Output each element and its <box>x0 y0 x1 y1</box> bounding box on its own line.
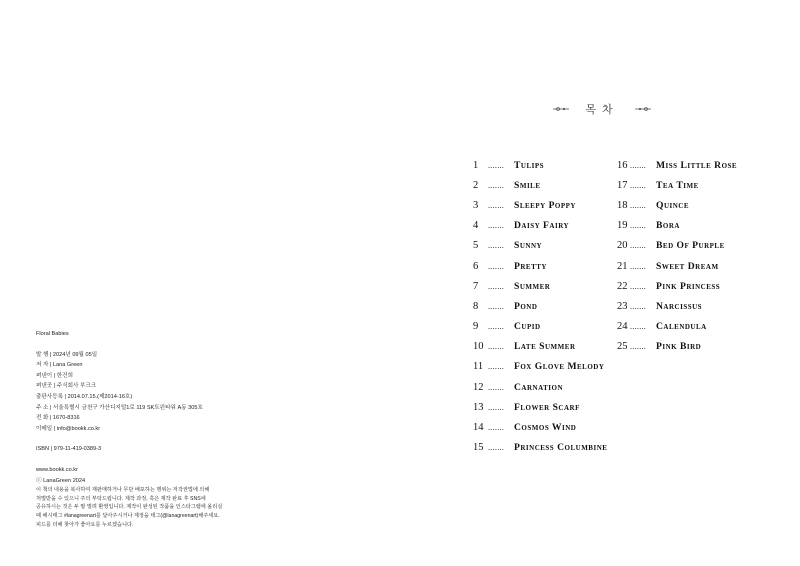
toc-item[interactable] <box>617 296 737 316</box>
toc-leader-dots: ....... <box>488 301 505 311</box>
toc-number: 2 <box>473 179 479 191</box>
toc-item[interactable] <box>617 236 737 256</box>
toc-number: 9 <box>473 321 479 333</box>
toc-number: 12 <box>473 381 484 393</box>
toc-label: Fox Glove Melody <box>514 361 605 373</box>
toc-number: 5 <box>473 240 479 252</box>
toc-leader-dots: ....... <box>488 362 505 372</box>
toc-number: 16 <box>617 159 628 171</box>
toc-item[interactable] <box>473 438 607 458</box>
toc-item[interactable] <box>617 256 737 276</box>
toc-leader-dots: ....... <box>488 423 505 433</box>
toc-label: Sunny <box>514 240 543 252</box>
toc-item[interactable] <box>617 195 737 215</box>
toc-label: Miss Little Rose <box>656 159 738 171</box>
toc-leader-dots: ....... <box>630 221 647 231</box>
toc-leader-dots: ....... <box>630 342 647 352</box>
toc-leader-dots: ....... <box>488 342 505 352</box>
colophon-row-phone: 전 화 | 1670-8316 <box>36 415 80 422</box>
toc-label: Cosmos Wind <box>514 422 577 434</box>
toc-number: 7 <box>473 280 479 292</box>
toc-leader-dots: ....... <box>488 221 505 231</box>
toc-number: 11 <box>473 361 484 373</box>
toc-label: Tulips <box>514 159 545 171</box>
toc-leader-dots: ....... <box>630 281 647 291</box>
notice-line: 피드를 더해 찾아가 좋아요를 누르겠습니다. <box>36 521 134 528</box>
toc-number: 21 <box>617 260 628 272</box>
toc-number: 4 <box>473 220 479 232</box>
toc-label: Smile <box>514 179 541 191</box>
toc-item[interactable] <box>617 276 737 296</box>
toc-number: 25 <box>617 341 628 353</box>
toc-number: 18 <box>617 199 628 211</box>
toc-leader-dots: ....... <box>488 261 505 271</box>
colophon-row-email: 이메일 | info@bookk.co.kr <box>36 425 101 432</box>
left-ornament-icon <box>552 105 570 113</box>
toc-label: Pink Princess <box>656 280 721 292</box>
toc-number: 23 <box>617 300 628 312</box>
colophon-row-author: 저 자 | Lana Green <box>36 362 83 369</box>
right-ornament-icon <box>634 105 652 113</box>
toc-leader-dots: ....... <box>488 241 505 251</box>
toc-number: 3 <box>473 199 479 211</box>
toc-leader-dots: ....... <box>630 241 647 251</box>
colophon-row-publisher-person: 펴낸이 | 한건희 <box>36 372 73 379</box>
toc-number: 6 <box>473 260 479 272</box>
colophon-row-publisher: 펴낸곳 | 주식회사 부크크 <box>36 383 97 390</box>
toc-number: 1 <box>473 159 479 171</box>
toc-column-right <box>617 155 737 357</box>
toc-label: Sweet Dream <box>656 260 719 272</box>
toc-label: Carnation <box>514 381 564 393</box>
toc-number: 22 <box>617 280 628 292</box>
toc-label: Tea Time <box>656 179 699 191</box>
toc-leader-dots: ....... <box>488 281 505 291</box>
toc-number: 19 <box>617 220 628 232</box>
toc-label: Narcissus <box>656 300 703 312</box>
toc-number: 8 <box>473 300 479 312</box>
toc-item[interactable] <box>617 317 737 337</box>
toc-leader-dots: ....... <box>488 180 505 190</box>
toc-item[interactable] <box>617 216 737 236</box>
toc-item[interactable] <box>473 216 607 236</box>
colophon-copyright: ⓒ LanaGreen 2024 <box>36 477 86 484</box>
toc-label: Princess Columbine <box>514 442 608 454</box>
toc-leader-dots: ....... <box>488 160 505 170</box>
toc-leader-dots: ....... <box>630 261 647 271</box>
toc-label: Sleepy Poppy <box>514 199 576 211</box>
toc-label: Quince <box>656 199 690 211</box>
toc-item[interactable] <box>473 256 607 276</box>
toc-number: 10 <box>473 341 484 353</box>
toc-item[interactable] <box>473 377 607 397</box>
toc-item[interactable] <box>473 337 607 357</box>
toc-leader-dots: ....... <box>630 322 647 332</box>
toc-item[interactable] <box>473 195 607 215</box>
toc-leader-dots: ....... <box>488 322 505 332</box>
toc-leader-dots: ....... <box>488 382 505 392</box>
colophon-row-publish-date: 발 행 | 2024년 09월 05일 <box>36 351 98 358</box>
toc-item[interactable] <box>617 337 737 357</box>
colophon-book-title: Floral Babies <box>36 331 69 337</box>
toc-leader-dots: ....... <box>488 402 505 412</box>
toc-item[interactable] <box>473 155 607 175</box>
toc-item[interactable] <box>473 397 607 417</box>
toc-label: Bed Of Purple <box>656 240 725 252</box>
notice-line: 이 책의 내용을 복사하여 재판매하거나 무단 배포하는 행위는 저작권법에 의해 <box>36 487 210 494</box>
toc-item[interactable] <box>473 276 607 296</box>
toc-label: Pink Bird <box>656 341 702 353</box>
colophon-website: www.bookk.co.kr <box>36 466 78 473</box>
toc-label: Late Summer <box>514 341 576 353</box>
toc-column-left <box>473 155 607 458</box>
toc-number: 17 <box>617 179 628 191</box>
toc-leader-dots: ....... <box>488 200 505 210</box>
toc-label: Cupid <box>514 321 541 333</box>
toc-item[interactable] <box>473 317 607 337</box>
toc-label: Calendula <box>656 321 707 333</box>
colophon <box>36 329 276 529</box>
toc-label: Flower Scarf <box>514 401 580 413</box>
toc-leader-dots: ....... <box>630 160 647 170</box>
toc-leader-dots: ....... <box>488 443 505 453</box>
notice-line: 처벌받을 수 있으니 주의 부탁드립니다. 제작 과정, 혹은 제작 완료 후 SNS에 <box>36 495 206 502</box>
toc-leader-dots: ....... <box>630 301 647 311</box>
toc-item[interactable] <box>617 155 737 175</box>
colophon-row-address: 주 소 | 서울특별시 금천구 가산디지털1로 119 SK트윈타워 A동 305호 <box>36 404 203 411</box>
notice-line: 때 해시태그 #lanagreenart를 달아주시거나 계정을 태그(@lanagreenart)해주세요. <box>36 512 220 519</box>
toc-number: 14 <box>473 422 484 434</box>
toc-label: Pond <box>514 300 538 312</box>
toc-number: 15 <box>473 442 484 454</box>
notice-line: 공유하시는 것은 두 팔 벌려 환영입니다. 제작이 완성된 작품을 인스타그램에 올리실 <box>36 504 223 511</box>
toc-leader-dots: ....... <box>630 200 647 210</box>
toc-leader-dots: ....... <box>630 180 647 190</box>
toc-label: Bora <box>656 220 680 232</box>
toc-number: 24 <box>617 321 628 333</box>
toc-header <box>552 101 652 117</box>
toc-label: Pretty <box>514 260 547 272</box>
toc-label: Daisy Fairy <box>514 220 570 232</box>
toc-title: 목차 <box>585 103 619 116</box>
toc-item[interactable] <box>617 175 737 195</box>
toc-item[interactable] <box>473 296 607 316</box>
toc-item[interactable] <box>473 236 607 256</box>
toc-item[interactable] <box>473 357 607 377</box>
toc-item[interactable] <box>473 175 607 195</box>
colophon-row-registration: 출판사등록 | 2014.07.15.(제2014-16호) <box>36 393 133 400</box>
toc-label: Summer <box>514 280 551 292</box>
toc-item[interactable] <box>473 417 607 437</box>
colophon-isbn: ISBN | 979-11-419-0389-3 <box>36 446 102 453</box>
colophon-notice <box>36 486 276 529</box>
toc-number: 20 <box>617 240 628 252</box>
toc-number: 13 <box>473 401 484 413</box>
